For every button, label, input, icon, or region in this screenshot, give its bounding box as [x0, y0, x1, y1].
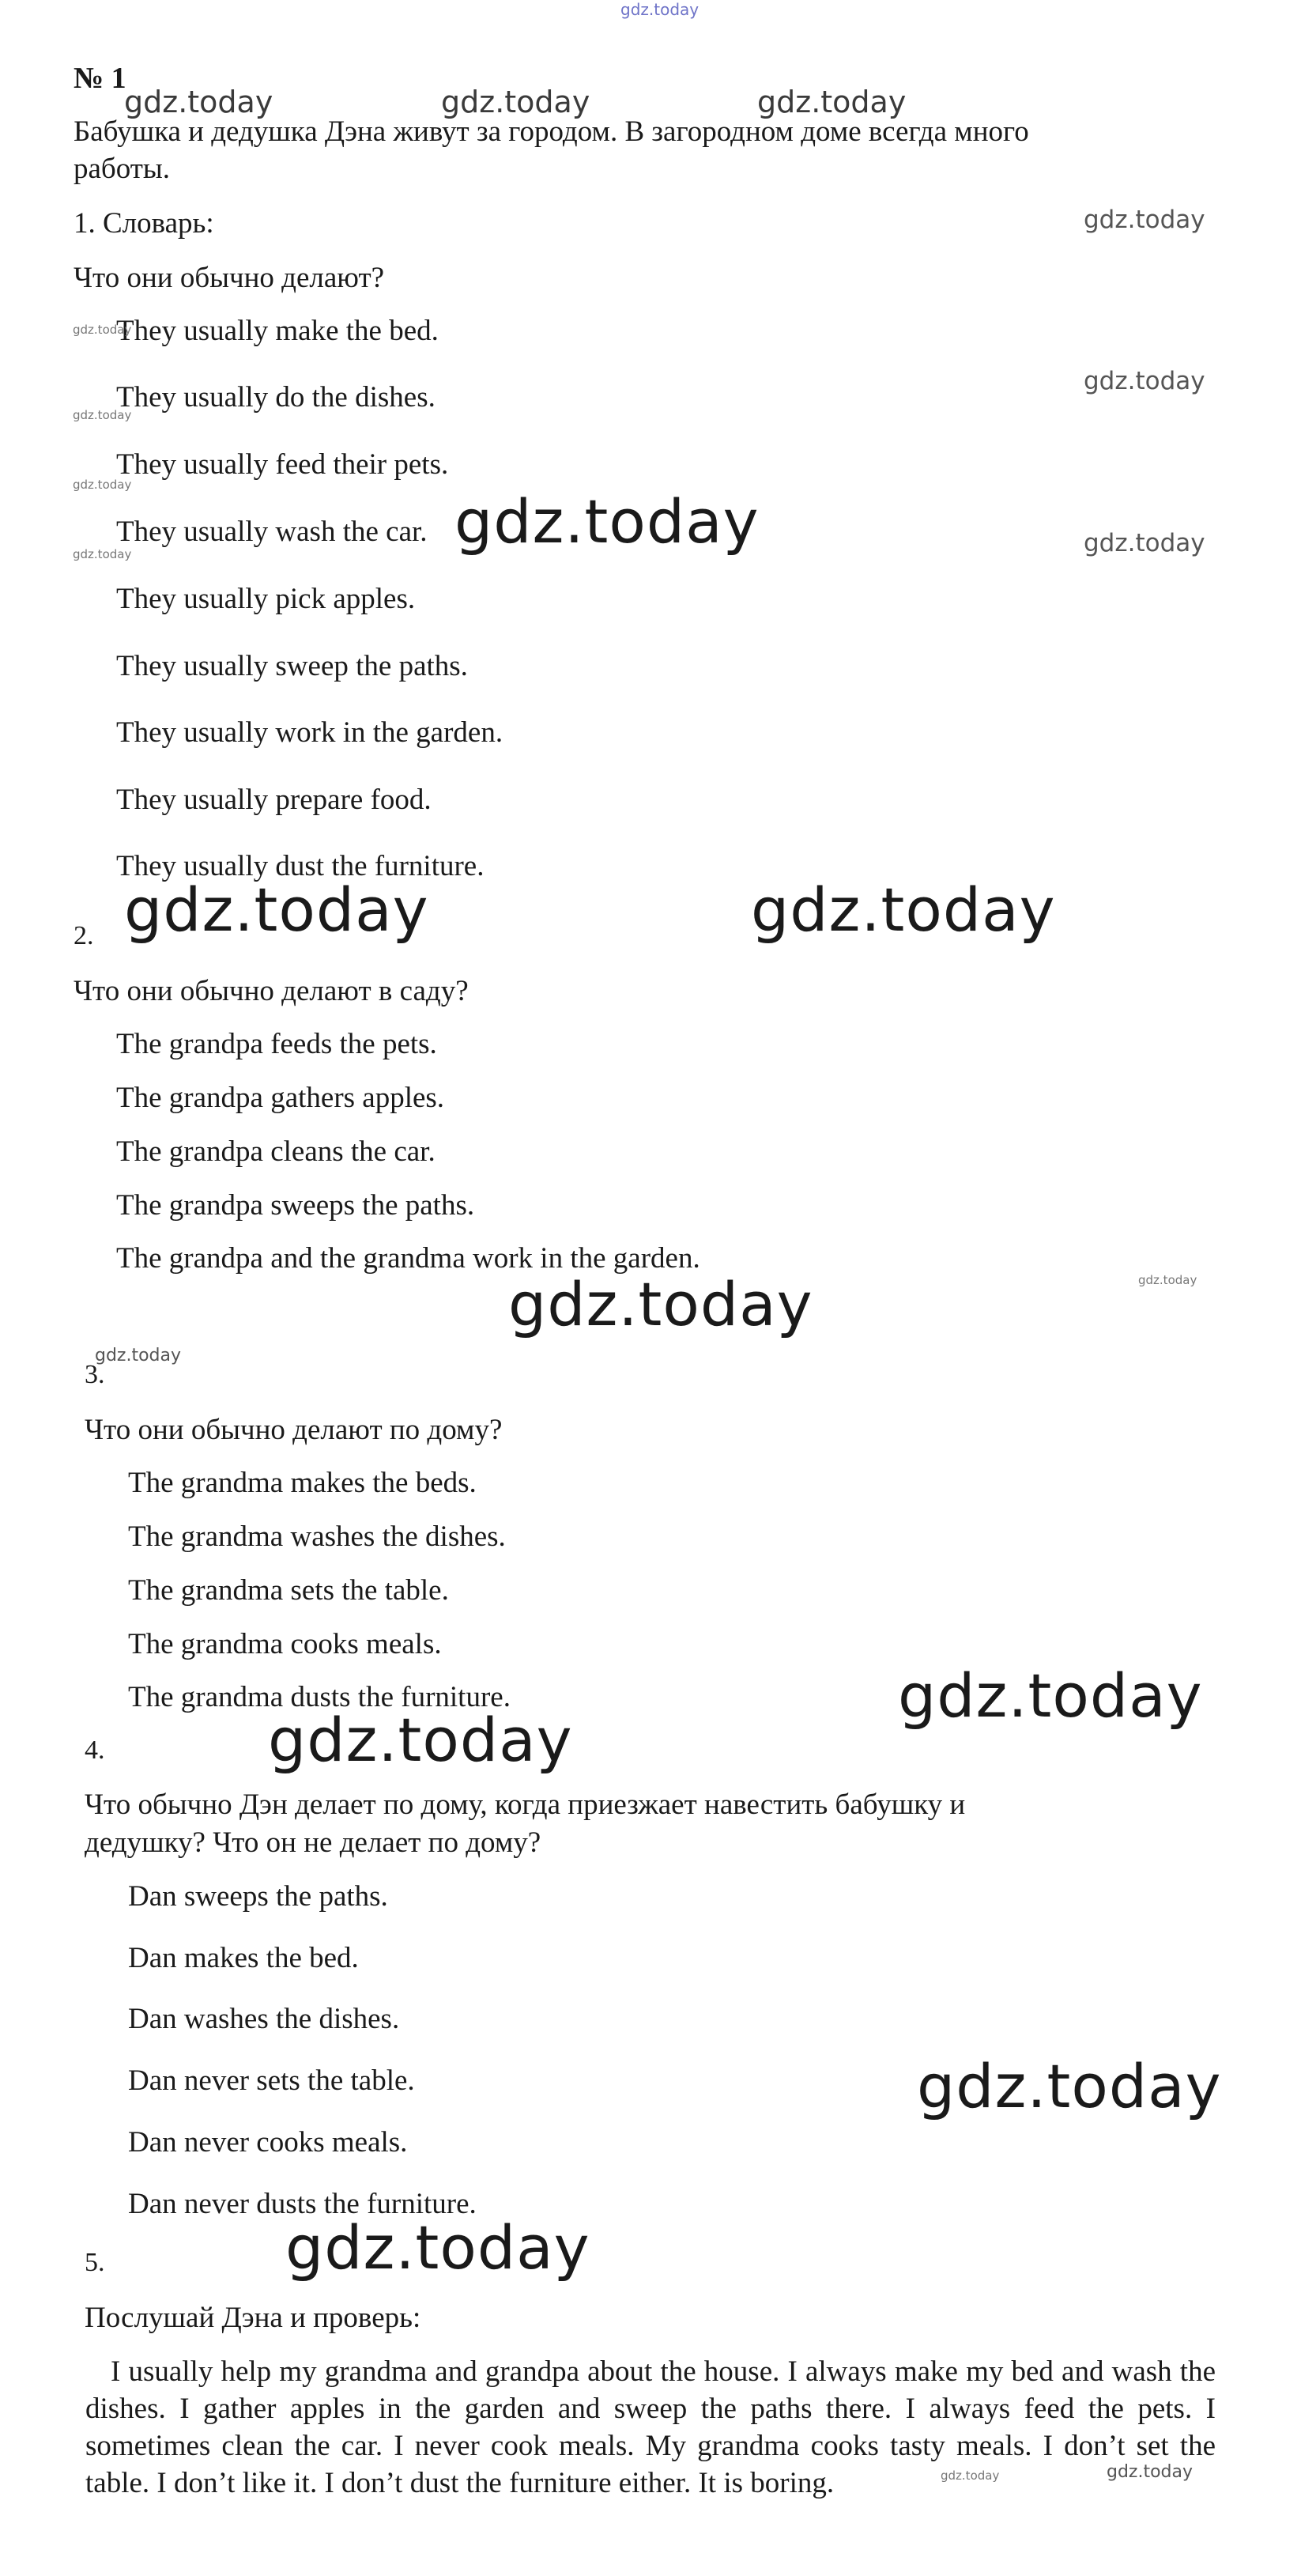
list-item: They usually prepare food. — [116, 784, 432, 816]
list-item: The grandma dusts the furniture. — [128, 1681, 511, 1713]
watermark: gdz.today — [1107, 2462, 1194, 2482]
list-item: The grandma washes the dishes. — [128, 1520, 506, 1553]
section4-number: 4. — [85, 1736, 105, 1765]
watermark: gdz.today — [1084, 367, 1205, 395]
watermark: gdz.today — [898, 1660, 1203, 1731]
watermark: gdz.today — [1084, 206, 1205, 234]
watermark: gdz.today — [441, 85, 590, 119]
watermark: gdz.today — [285, 2212, 590, 2283]
watermark: gdz.today — [751, 874, 1056, 945]
section2-number: 2. — [74, 921, 94, 950]
intro-line-2: работы. — [74, 153, 171, 185]
list-item: The grandpa feeds the pets. — [116, 1028, 437, 1060]
list-item: They usually dust the furniture. — [116, 850, 485, 882]
exercise-number: № 1 — [74, 62, 126, 95]
section1-heading: 1. Словарь: — [74, 207, 214, 240]
watermark: gdz.today — [95, 1346, 182, 1365]
list-item: They usually wash the car. — [116, 516, 428, 548]
list-item: Dan washes the dishes. — [128, 2003, 400, 2035]
watermark: gdz.today — [268, 1705, 573, 1775]
watermark: gdz.today — [73, 478, 132, 492]
watermark: gdz.today — [917, 2051, 1222, 2121]
watermark: gdz.today — [454, 486, 760, 557]
list-item: The grandma makes the beds. — [128, 1467, 477, 1499]
list-item: Dan never cooks meals. — [128, 2126, 408, 2159]
section5-number: 5. — [85, 2248, 105, 2277]
list-item: Dan never dusts the furniture. — [128, 2188, 477, 2220]
list-item: They usually work in the garden. — [116, 716, 503, 749]
list-item: The grandpa cleans the car. — [116, 1135, 436, 1168]
watermark: gdz.today — [124, 85, 273, 119]
intro-line-1: Бабушка и дедушка Дэна живут за городом. В загородном доме всегда много — [74, 115, 1029, 148]
list-item: They usually sweep the paths. — [116, 650, 468, 682]
list-item: The grandpa and the grandma work in the garden. — [116, 1242, 700, 1275]
section3-question: Что они обычно делают по дому? — [85, 1414, 503, 1446]
watermark: gdz.today — [73, 323, 132, 337]
watermark: gdz.today — [73, 547, 132, 561]
section5-heading: Послушай Дэна и проверь: — [85, 2302, 421, 2334]
listening-text: I usually help my grandma and grandpa about the house. I always make my bed and wash the dishes. I gather apples in the garden and sweep the paths there. I always feed the pets. I sometimes clean the car. I never cook meals. My grandma cooks tasty meals. I don’t set the table. I don’t like it. I don’t dust the furniture either. It is boring. — [85, 2355, 1216, 2499]
list-item: They usually make the bed. — [116, 315, 439, 347]
list-item: They usually pick apples. — [116, 583, 416, 615]
section3-number: 3. — [85, 1360, 105, 1389]
section4-question-line-1: Что обычно Дэн делает по дому, когда приезжает навестить бабушку и — [85, 1788, 966, 1821]
list-item: Dan never sets the table. — [128, 2064, 415, 2097]
watermark: gdz.today — [73, 408, 132, 422]
list-item: They usually do the dishes. — [116, 381, 436, 414]
watermark: gdz.today — [508, 1269, 813, 1339]
list-item: The grandpa gathers apples. — [116, 1082, 445, 1114]
list-item: They usually feed their pets. — [116, 448, 449, 481]
header-watermark: gdz.today — [620, 0, 700, 19]
watermark: gdz.today — [757, 85, 907, 119]
list-item: Dan makes the bed. — [128, 1942, 359, 1974]
watermark: gdz.today — [1138, 1273, 1197, 1287]
list-item: The grandma sets the table. — [128, 1574, 449, 1607]
list-item: The grandma cooks meals. — [128, 1628, 442, 1660]
section2-question: Что они обычно делают в саду? — [74, 975, 469, 1007]
watermark: gdz.today — [1084, 529, 1205, 557]
list-item: The grandpa sweeps the paths. — [116, 1189, 475, 1222]
section4-question-line-2: дедушку? Что он не делает по дому? — [85, 1826, 541, 1859]
section1-question: Что они обычно делают? — [74, 262, 385, 294]
watermark: gdz.today — [941, 2468, 1000, 2483]
watermark: gdz.today — [124, 874, 429, 945]
list-item: Dan sweeps the paths. — [128, 1880, 388, 1913]
